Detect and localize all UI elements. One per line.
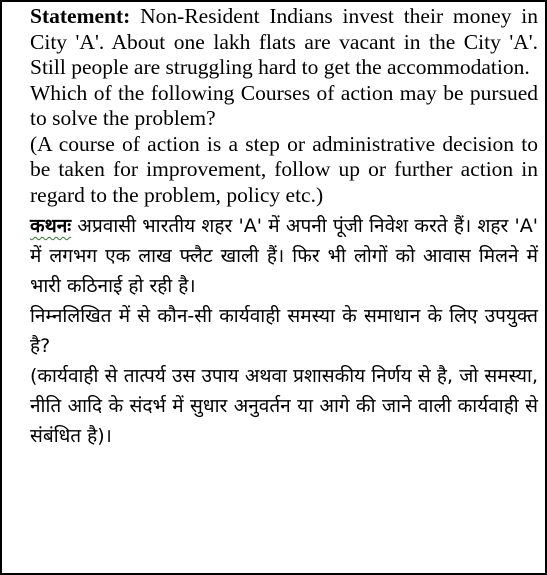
question-content <box>30 4 538 451</box>
hindi-statement-text: अप्रवासी भारतीय शहर 'A' में अपनी पूंजी निवेश करते हैं। शहर 'A' में लगभग एक लाख फ्लैट खाली हैं। फिर भी लोगों को आवास मिलने में भारी कठिनाई हो रही है। <box>30 215 538 297</box>
english-statement <box>30 4 538 81</box>
hindi-note: (कार्यवाही से तात्पर्य उस उपाय अथवा प्रशासकीय निर्णय से है, जो समस्या, नीति आदि के संदर्भ में सुधार अनुवर्तन या आगे की जाने वाली कार्यवाही से संबंधित है)। <box>30 365 538 447</box>
english-note: (A course of action is a step or administrative decision to be taken for improvement, follow up or further action in regard to the problem, policy etc.) <box>30 131 538 207</box>
hindi-question: निम्नलिखित में से कौन-सी कार्यवाही समस्या के समाधान के लिए उपयुक्त है? <box>30 305 538 357</box>
statement-text: Non-Resident Indians invest their money in City 'A'. About one lakh flats are vacant in the City 'A'. Still people are struggling hard to get the accommodation. <box>30 4 538 79</box>
english-question: Which of the following Courses of action may be pursued to solve the problem? <box>30 80 538 130</box>
hindi-statement <box>30 211 538 301</box>
hindi-section <box>30 211 538 451</box>
statement-label: Statement: <box>30 4 131 28</box>
hindi-statement-label: कथनः <box>30 215 72 237</box>
